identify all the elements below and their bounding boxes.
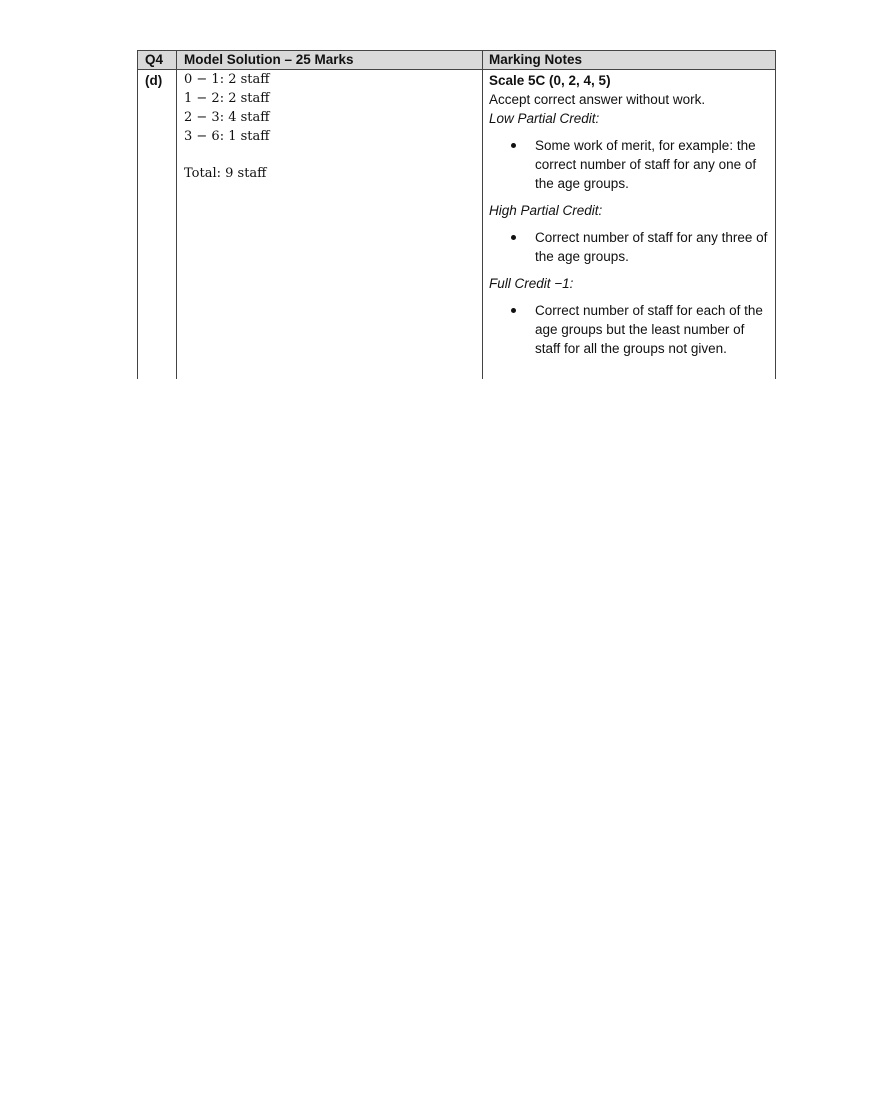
solution-total: Total: 9 staff	[184, 166, 267, 181]
solution-line: 1 − 2: 2 staff	[184, 91, 270, 106]
high-partial-credit-list	[489, 228, 775, 266]
table-header-row	[138, 51, 776, 70]
low-partial-credit-list	[489, 136, 775, 193]
solution-line: 2 − 3: 4 staff	[184, 110, 270, 125]
scale-label: Scale 5C (0, 2, 4, 5)	[489, 73, 611, 88]
table-row	[138, 70, 776, 380]
marking-scheme-table	[137, 50, 776, 379]
bullet-icon	[511, 143, 516, 148]
low-partial-credit-heading: Low Partial Credit:	[489, 111, 600, 126]
full-credit-minus-one-heading: Full Credit −1:	[489, 276, 574, 291]
header-marking-notes: Marking Notes	[483, 51, 776, 70]
list-item	[489, 136, 775, 193]
high-partial-credit-heading: High Partial Credit:	[489, 203, 603, 218]
model-solution-cell	[177, 70, 483, 380]
list-item	[489, 301, 775, 358]
bullet-text: Correct number of staff for any three of the age groups.	[535, 230, 768, 264]
part-label: (d)	[145, 73, 163, 88]
header-model-solution: Model Solution – 25 Marks	[177, 51, 483, 70]
bullet-icon	[511, 308, 516, 313]
solution-line: 0 − 1: 2 staff	[184, 72, 270, 87]
part-cell	[138, 70, 177, 380]
bullet-text: Some work of merit, for example: the correct number of staff for any one of the age groups.	[535, 138, 757, 191]
marking-notes-cell	[483, 70, 776, 380]
solution-line: 3 − 6: 1 staff	[184, 129, 270, 144]
full-credit-minus-one-list	[489, 301, 775, 358]
list-item	[489, 228, 775, 266]
bullet-text: Correct number of staff for each of the age groups but the least number of staff for all the groups not given.	[535, 303, 763, 356]
accept-note: Accept correct answer without work.	[489, 92, 706, 107]
bullet-icon	[511, 235, 516, 240]
header-question: Q4	[138, 51, 177, 70]
